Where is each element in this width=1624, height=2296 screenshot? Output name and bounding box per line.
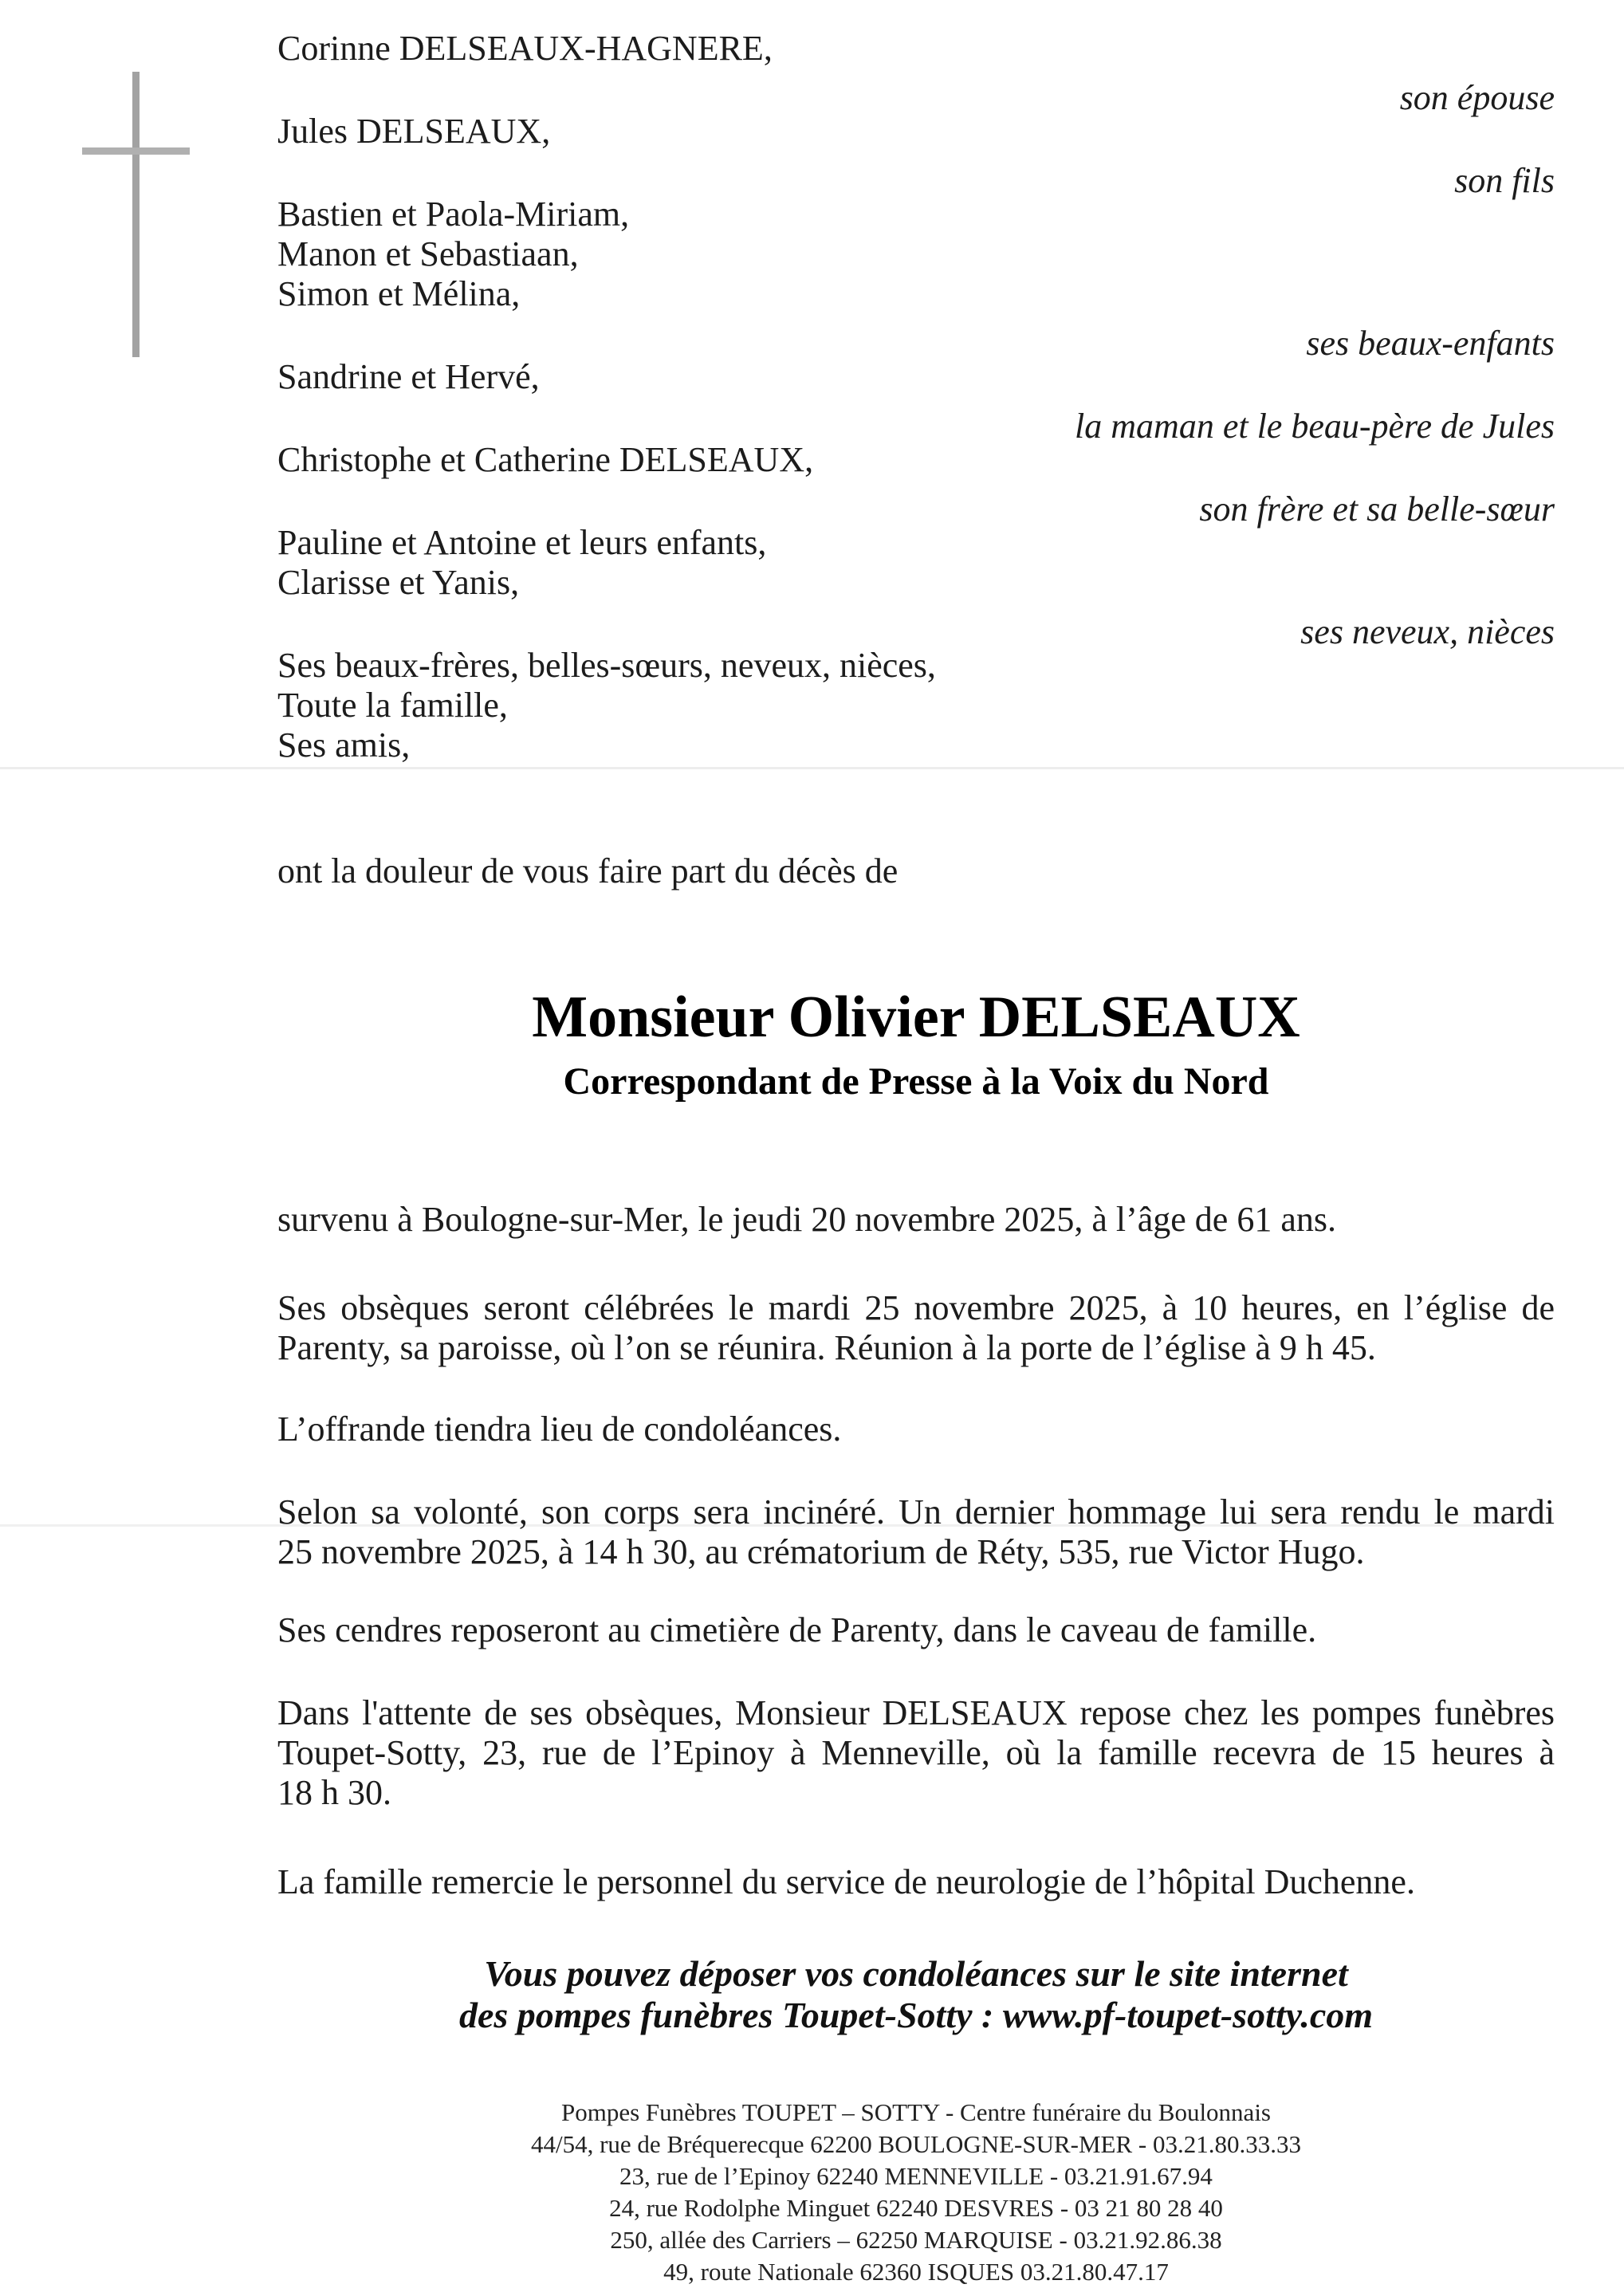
family-name-line: Corinne DELSEAUX-HAGNERE, [277,29,773,68]
funeral-home-address-line: 49, route Nationale 62360 ISQUES 03.21.80.47.17 [663,2258,1169,2286]
body-paragraph [277,1288,1555,1368]
family-relation-line: la maman et le beau-père de Jules [1075,407,1555,446]
family-relation-line: ses beaux-enfants [1306,324,1555,363]
family-name-line: Christophe et Catherine DELSEAUX, [277,440,814,479]
funeral-home-address-line: 250, allée des Carriers – 62250 MARQUISE - 03.21.92.86.38 [610,2226,1222,2254]
body-paragraph [277,1492,1555,1572]
family-name-line: Jules DELSEAUX, [277,112,551,151]
body-text-line: Ses cendres reposeront au cimetière de Parenty, dans le caveau de famille. [277,1610,1317,1649]
family-name-line: Sandrine et Hervé, [277,357,540,396]
body-text-line: L’offrande tiendra lieu de condoléances. [277,1409,842,1449]
body-text-line: Selon sa volonté, son corps sera incinéré. Un dernier hommage lui sera rendu le mardi [277,1492,1555,1531]
funeral-home-address-line: 23, rue de l’Epinoy 62240 MENNEVILLE - 03.21.91.67.94 [619,2162,1213,2190]
family-name-line: Ses beaux-frères, belles-sœurs, neveux, nièces, [277,646,936,685]
body-text-line: La famille remercie le personnel du service de neurologie de l’hôpital Duchenne. [277,1862,1415,1901]
body-paragraph [277,1200,1555,1240]
condolence-note-line: des pompes funèbres Toupet-Sotty : www.pf-toupet-sotty.com [458,1995,1374,2035]
body-paragraph [277,1862,1555,1902]
family-name-line: Manon et Sebastiaan, [277,234,579,273]
family-relation-line: son fils [1454,161,1555,200]
deceased-name-heading: Monsieur Olivier DELSEAUX [532,985,1300,1050]
family-name-line: Simon et Mélina, [277,274,521,313]
family-relation-line: son frère et sa belle-sœur [1199,489,1555,529]
family-name-line: Toute la famille, [277,686,508,725]
body-text-line: Ses obsèques seront célébrées le mardi 25 novembre 2025, à 10 heures, en l’église de [277,1288,1555,1327]
scan-artifact-line [0,767,1624,769]
body-text-line: Dans l'attente de ses obsèques, Monsieur DELSEAUX repose chez les pompes funèbres [277,1693,1555,1732]
family-section [0,29,1624,765]
family-name-line: Bastien et Paola-Miriam, [277,195,630,234]
body-paragraph [277,1693,1555,1813]
family-name-line: Clarisse et Yanis, [277,563,520,602]
body-paragraph [277,1409,1555,1449]
announcement-intro-line: ont la douleur de vous faire part du décès de [277,851,899,890]
family-name-line: Pauline et Antoine et leurs enfants, [277,523,767,562]
body-text-line: Toupet-Sotty, 23, rue de l’Epinoy à Menneville, où la famille recevra de 15 heures à [277,1733,1555,1772]
condolence-note [277,1953,1555,2036]
funeral-home-footer [277,2097,1555,2288]
body-paragraph [277,1610,1555,1650]
condolence-note-line: Vous pouvez déposer vos condoléances sur le site internet [484,1953,1348,1994]
body-text-line: 25 novembre 2025, à 14 h 30, au crématorium de Réty, 535, rue Victor Hugo. [277,1532,1365,1571]
deceased-role-heading: Correspondant de Presse à la Voix du Nord [563,1060,1269,1103]
funeral-home-address-line: Pompes Funèbres TOUPET – SOTTY - Centre funéraire du Boulonnais [561,2098,1271,2126]
body-text-line: 18 h 30. [277,1773,391,1812]
family-relation-line: son épouse [1399,78,1555,117]
family-name-line: Ses amis, [277,725,411,765]
body-text-line: survenu à Boulogne-sur-Mer, le jeudi 20 novembre 2025, à l’âge de 61 ans. [277,1200,1336,1239]
funeral-home-address-line: 24, rue Rodolphe Minguet 62240 DESVRES - 03 21 80 28 40 [609,2194,1223,2222]
body-text-line: Parenty, sa paroisse, où l’on se réunira. Réunion à la porte de l’église à 9 h 45. [277,1328,1376,1367]
family-relation-line: ses neveux, nièces [1300,612,1555,651]
funeral-home-address-line: 44/54, rue de Bréquerecque 62200 BOULOGNE-SUR-MER - 03.21.80.33.33 [530,2130,1301,2158]
